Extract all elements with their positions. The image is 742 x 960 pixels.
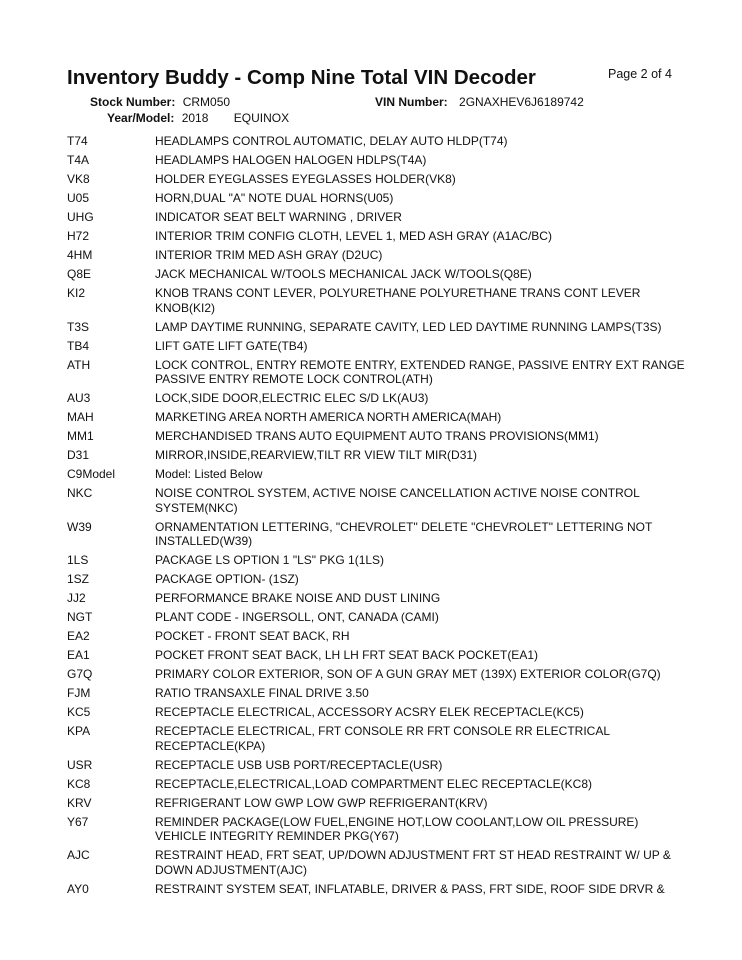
option-row [67,410,687,425]
option-description: POCKET FRONT SEAT BACK, LH LH FRT SEAT BACK POCKET(EA1) [155,648,538,662]
option-code: C9Model [67,467,116,481]
option-description: POCKET - FRONT SEAT BACK, RH [155,629,350,643]
option-description: NOISE CONTROL SYSTEM, ACTIVE NOISE CANCELLATION ACTIVE NOISE CONTROL SYSTEM(NKC) [155,486,640,515]
option-description: MIRROR,INSIDE,REARVIEW,TILT RR VIEW TILT MIR(D31) [155,448,478,462]
option-code: FJM [67,686,91,700]
option-row [67,467,687,482]
document-title: Inventory Buddy - Comp Nine Total VIN Decoder [67,66,536,89]
option-description: HORN,DUAL "A" NOTE DUAL HORNS(U05) [155,191,394,205]
option-code: JJ2 [67,591,86,605]
option-description: HOLDER EYEGLASSES EYEGLASSES HOLDER(VK8) [155,172,456,186]
option-description: PLANT CODE - INGERSOLL, ONT, CANADA (CAMI) [155,610,439,624]
option-description: MERCHANDISED TRANS AUTO EQUIPMENT AUTO TRANS PROVISIONS(MM1) [155,429,599,443]
vin-number-label: VIN Number: [375,95,448,109]
option-code: MAH [67,410,94,424]
option-row [67,267,687,282]
option-code: UHG [67,210,94,224]
option-row [67,134,687,149]
option-code: Y67 [67,814,89,829]
option-code: T4A [67,153,90,167]
option-code: T3S [67,319,90,334]
stock-number-row [90,95,230,109]
option-code: T74 [67,134,88,148]
option-code: G7Q [67,667,93,681]
option-code: EA2 [67,629,90,643]
option-description: REFRIGERANT LOW GWP LOW GWP REFRIGERANT(KRV) [155,795,488,810]
option-code: AY0 [67,881,89,896]
option-row [67,391,687,406]
option-description: HEADLAMPS CONTROL AUTOMATIC, DELAY AUTO HLDP(T74) [155,134,508,148]
option-row [67,448,687,463]
option-description: LIFT GATE LIFT GATE(TB4) [155,338,308,353]
option-row [67,796,687,811]
option-code: KC8 [67,776,91,791]
option-code: W39 [67,519,92,534]
option-row [67,724,687,753]
year-model-label: Year/Model: [107,111,175,125]
option-row [67,320,687,335]
option-row [67,286,687,315]
option-description: RECEPTACLE ELECTRICAL, ACCESSORY ACSRY ELEK RECEPTACLE(KC5) [155,705,584,719]
option-row [67,153,687,168]
option-row [67,358,687,387]
option-description: Model: Listed Below [155,467,263,481]
option-code: NGT [67,610,93,624]
option-row [67,520,687,549]
option-description: LAMP DAYTIME RUNNING, SEPARATE CAVITY, LED LED DAYTIME RUNNING LAMPS(T3S) [155,319,662,334]
option-row [67,686,687,701]
option-description: RECEPTACLE,ELECTRICAL,LOAD COMPARTMENT ELEC RECEPTACLE(KC8) [155,776,592,791]
option-code: KPA [67,724,91,738]
option-description: PRIMARY COLOR EXTERIOR, SON OF A GUN GRAY MET (139X) EXTERIOR COLOR(G7Q) [155,667,661,681]
option-row [67,248,687,263]
option-row [67,882,687,897]
option-description: RATIO TRANSAXLE FINAL DRIVE 3.50 [155,686,369,700]
option-row [67,815,687,844]
option-row [67,705,687,720]
option-code: H72 [67,229,90,243]
option-description: ORNAMENTATION LETTERING, "CHEVROLET" DELETE "CHEVROLET" LETTERING NOT INSTALLED(W39) [155,519,653,548]
page-number: Page 2 of 4 [608,67,672,81]
option-row [67,629,687,644]
option-row [67,777,687,792]
option-code: KI2 [67,286,86,300]
stock-number-value: CRM050 [182,95,231,109]
option-code: 4HM [67,248,93,262]
model-value: EQUINOX [233,111,290,125]
option-code: VK8 [67,172,90,186]
option-description: RECEPTACLE ELECTRICAL, FRT CONSOLE RR FRT CONSOLE RR ELECTRICAL RECEPTACLE(KPA) [155,724,610,753]
option-row [67,339,687,354]
option-code: TB4 [67,338,90,353]
option-code: EA1 [67,648,90,662]
option-code: AJC [67,848,90,862]
option-code: MM1 [67,429,94,443]
option-row [67,648,687,663]
option-description: INTERIOR TRIM MED ASH GRAY (D2UC) [155,248,383,262]
option-row [67,572,687,587]
option-description: RECEPTACLE USB USB PORT/RECEPTACLE(USR) [155,757,443,772]
vin-number-row [375,95,584,109]
option-description: KNOB TRANS CONT LEVER, POLYURETHANE POLYURETHANE TRANS CONT LEVER KNOB(KI2) [155,286,641,315]
option-code: ATH [67,357,91,372]
option-description: HEADLAMPS HALOGEN HALOGEN HDLPS(T4A) [155,153,427,167]
option-code: USR [67,757,93,772]
option-row [67,848,687,877]
vin-number-value: 2GNAXHEV6J6189742 [459,95,584,109]
option-code: KC5 [67,705,91,719]
option-description: RESTRAINT SYSTEM SEAT, INFLATABLE, DRIVER & PASS, FRT SIDE, ROOF SIDE DRVR & [155,881,665,896]
option-description: PERFORMANCE BRAKE NOISE AND DUST LINING [155,591,441,605]
option-code: D31 [67,448,90,462]
option-row [67,429,687,444]
option-description: MARKETING AREA NORTH AMERICA NORTH AMERICA(MAH) [155,410,502,424]
year-model-row [107,111,289,125]
stock-number-label: Stock Number: [90,95,176,109]
option-description: LOCK CONTROL, ENTRY REMOTE ENTRY, EXTENDED RANGE, PASSIVE ENTRY EXT RANGE PASSIVE ENTRY REMOTE LOCK CONTROL(ATH) [155,357,685,386]
option-description: PACKAGE OPTION- (1SZ) [155,572,299,586]
option-row [67,229,687,244]
year-value: 2018 [181,111,209,125]
option-description: JACK MECHANICAL W/TOOLS MECHANICAL JACK W/TOOLS(Q8E) [155,267,532,281]
option-description: REMINDER PACKAGE(LOW FUEL,ENGINE HOT,LOW COOLANT,LOW OIL PRESSURE) VEHICLE INTEGRITY REMINDER PKG(Y67) [155,814,639,843]
option-description: LOCK,SIDE DOOR,ELECTRIC ELEC S/D LK(AU3) [155,391,429,405]
option-code: AU3 [67,391,91,405]
option-row [67,610,687,625]
option-code: U05 [67,191,90,205]
option-row [67,667,687,682]
option-description: RESTRAINT HEAD, FRT SEAT, UP/DOWN ADJUSTMENT FRT ST HEAD RESTRAINT W/ UP & DOWN ADJUSTMENT(AJC) [155,848,671,877]
option-row [67,172,687,187]
option-row [67,758,687,773]
option-row [67,486,687,515]
option-row [67,591,687,606]
option-row [67,191,687,206]
option-row [67,210,687,225]
option-description: INTERIOR TRIM CONFIG CLOTH, LEVEL 1, MED ASH GRAY (A1AC/BC) [155,229,552,243]
option-code: 1SZ [67,572,90,586]
option-code: NKC [67,486,93,500]
option-description: PACKAGE LS OPTION 1 "LS" PKG 1(1LS) [155,553,385,567]
option-row [67,553,687,568]
option-code: KRV [67,795,92,810]
option-description: INDICATOR SEAT BELT WARNING , DRIVER [155,210,402,224]
option-code: Q8E [67,267,92,281]
option-code: 1LS [67,553,89,567]
